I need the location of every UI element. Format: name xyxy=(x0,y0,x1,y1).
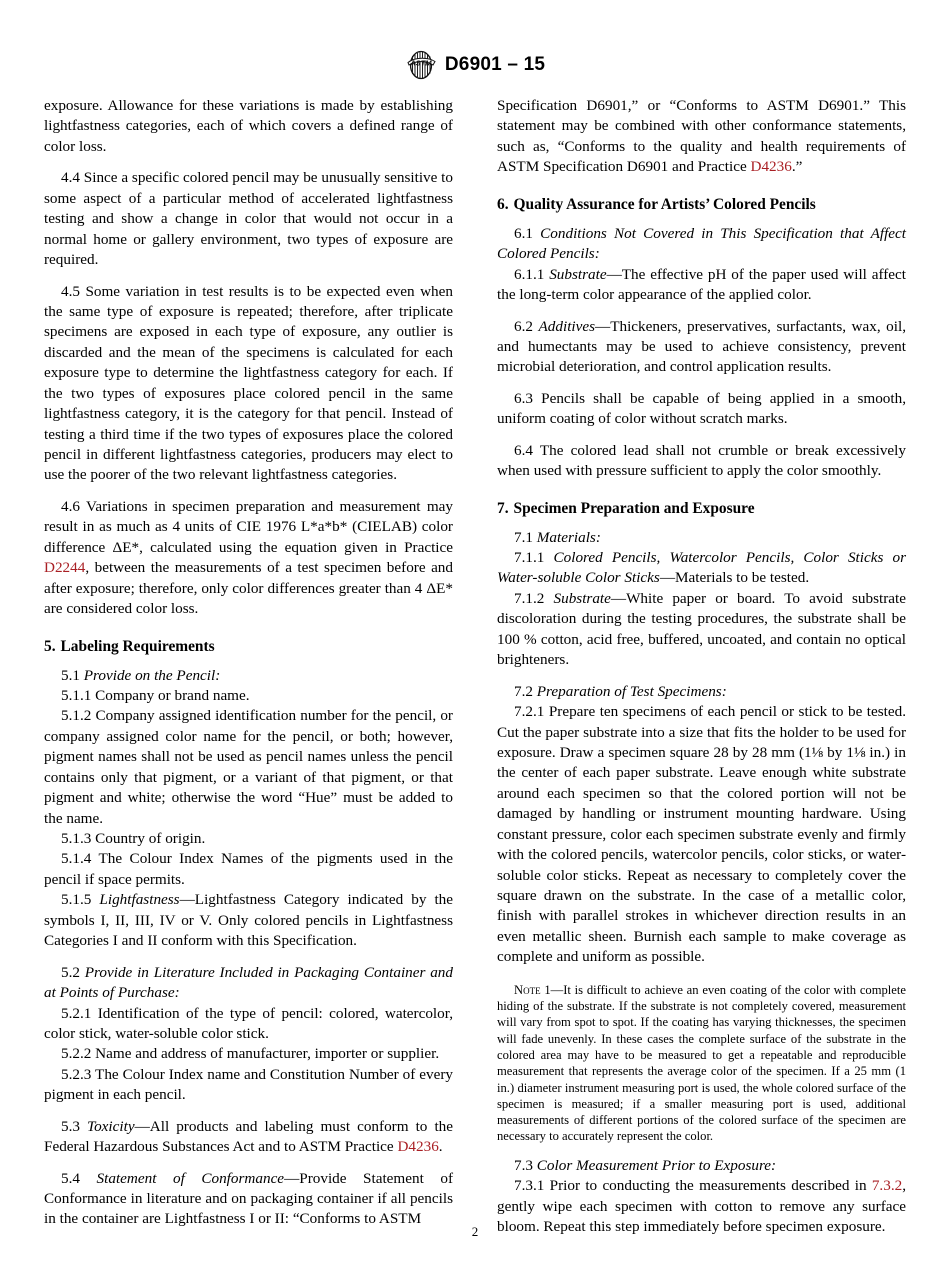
paragraph-6-1-number: 6.1 xyxy=(514,224,533,242)
svg-text:ASTM: ASTM xyxy=(410,58,432,68)
paragraph-6-3: 6.3 Pencils shall be capable of being applied in a smooth, uniform coating of color without scratch marks. xyxy=(497,389,906,428)
paragraph-6-1-title: Conditions Not Covered in This Specification that Affect Colored Pencils: xyxy=(497,224,906,263)
paragraph-4-4: 4.4 Since a specific colored pencil may be unusually sensitive to some aspect of a particular method of accelerated lightfastness testing and show a change in color that would not occur in a normal home or gallery environment, two types of exposure are required. xyxy=(44,169,453,269)
paragraph-5-1-number: 5.1 xyxy=(61,666,80,684)
paragraph-5-4-continued xyxy=(497,96,906,178)
paragraph-6-2-title: Additives xyxy=(538,317,596,335)
paragraph-6-4: 6.4 The colored lead shall not crumble or break excessively when used with pressure sufficient to apply the color smoothly. xyxy=(497,441,906,480)
paragraph-5-2-number: 5.2 xyxy=(61,963,80,981)
paragraph-5-4 xyxy=(44,1169,453,1230)
paragraph-4-5: 4.5 Some variation in test results is to be expected even when the same type of exposure is repeated; therefore, after triplicate specimens are exposed in each type of exposure, any outlier is discarded and the mean of the specimens is calculated for each exposure type to determine the lightfastness category for each. If the two types of exposures place colored pencil in the same lightfastness category, it is the category for that pencil. Instead of testing a third time if the two types of exposures place the colored pencil in different lightfastness categories, producers may elect to use the poorer of the two relevant lightfastness categories. xyxy=(44,282,453,484)
paragraph-7-1-1-body: —Materials to be tested. xyxy=(659,569,810,587)
standard-designation: D6901 – 15 xyxy=(444,54,546,75)
note-1-body: —It is difficult to achieve an even coating of the color with complete hiding of the substrate. If the substrate is not completely covered, measurement will vary from spot to spot. If the coating has varying thicknesses, the specimen will fade unevenly. In these cases the complete surface of the substrate in the colored area may have to be measured to get a repeatable and reproducible measurement that represents the average color of the specimen. If a 25 mm (1 in.) diameter instrument measuring port is used, the whole colored surface of the specimen is measured; if a smaller measuring port is used, additional measurements of different portions of the colored surface of the specimen are necessary to accurately represent the color. xyxy=(497,982,906,1144)
paragraph-7-1-2-body: —White paper or board. To avoid substrate discoloration during the testing procedures, the substrate shall be 100 % cotton, acid free, buffered, uncoated, and contain no optical brighteners. xyxy=(497,589,906,669)
paragraph-7-1-title: Materials: xyxy=(536,528,601,546)
paragraph-7-3-1-text-a: 7.3.1 Prior to conducting the measurements described in xyxy=(514,1177,872,1195)
note-1 xyxy=(497,982,906,1145)
section-6-number: 6. xyxy=(497,195,509,213)
paragraph-5-1-3: 5.1.3 Country of origin. xyxy=(61,830,206,848)
section-6-title: Quality Assurance for Artists’ Colored Pencils xyxy=(513,195,816,213)
paragraph-5-1 xyxy=(44,666,453,686)
right-column xyxy=(497,96,906,1238)
paragraph-4-6-text-b: , between the measurements of a test specimen before and after exposure; therefore, only color differences greater than 4 ΔE* are considered color loss. xyxy=(44,559,453,618)
paragraph-4-6-text-a: 4.6 Variations in specimen preparation and measurement may result in as much as 4 units of CIE 1976 L*a*b* (CIELAB) color difference ΔE*, calculated using the equation given in Practice xyxy=(44,497,453,556)
paragraph-6-1-1-number: 6.1.1 xyxy=(514,265,545,283)
paragraph-4-3-continued: exposure. Allowance for these variations is made by establishing lightfastness categories, each of which covers a defined range of color loss. xyxy=(44,97,453,155)
paragraph-6-1 xyxy=(497,224,906,265)
paragraph-6-1-1 xyxy=(497,265,906,306)
page-number: 2 xyxy=(471,1224,479,1239)
astm-logo-icon xyxy=(405,49,437,81)
body-columns xyxy=(44,96,906,1238)
paragraph-5-2 xyxy=(44,963,453,1004)
paragraph-7-2-1: 7.2.1 Prepare ten specimens of each pencil or stick to be tested. Cut the paper substrate into a size that fits the holder to be used for exposure. Draw a specimen square 28 by 28 mm (1⅛ by 1⅛ in.) in the center of each paper substrate. Leave enough white substrate around each specimen so that the colored portion will not be damaged by handling or instrument mounting hardware. Using constant pressure, color each specimen substrate evenly and firmly with the colored pencils, watercolor pencils, color sticks, or water-soluble color sticks. Repeat as necessary to completely cover the square drawn on the substrate. In the case of a metallic color, finish with parallel strokes in whichever direction results in an even metallic sheen. Burnish each sample to make coverage as complete and uniform as possible. xyxy=(497,703,906,966)
paragraph-7-2-number: 7.2 xyxy=(514,682,533,700)
section-heading-5 xyxy=(44,637,453,657)
paragraph-6-1-1-title: Substrate xyxy=(549,265,607,283)
paragraph-7-3 xyxy=(497,1156,906,1176)
paragraph-5-4-body: —Provide Statement of Conformance in literature and on packaging container if all pencils in the container are Lightfastness I or II: “Conforms to ASTM xyxy=(44,1169,454,1228)
paragraph-5-2-1: 5.2.1 Identification of the type of pencil: colored, watercolor, color stick, water-soluble color stick. xyxy=(44,1004,453,1042)
section-5-number: 5. xyxy=(44,637,56,655)
paragraph-7-3-title: Color Measurement Prior to Exposure: xyxy=(536,1156,777,1174)
paragraph-5-1-2: 5.1.2 Company assigned identification number for the pencil, or company assigned color name for the pencil, or both; however, pigment names shall not be used as pencil names unless the pencil contains only that pigment, or a variant of that pigment, or that pigment and white; otherwise the word “Hue” must be added to the name. xyxy=(44,707,453,827)
paragraph-7-1-1-number: 7.1.1 xyxy=(514,549,545,567)
paragraph-5-1-4: 5.1.4 The Colour Index Names of the pigments used in the pencil if space permits. xyxy=(44,850,453,888)
paragraph-7-2-title: Preparation of Test Specimens: xyxy=(536,682,727,700)
paragraph-6-2 xyxy=(497,317,906,378)
reference-link-d4236-right[interactable]: D4236 xyxy=(750,158,792,176)
paragraph-5-1-title: Provide on the Pencil: xyxy=(83,666,221,684)
paragraph-5-3-body-a: —All products and labeling must conform to the Federal Hazardous Substances Act and to ASTM Practice xyxy=(44,1117,453,1156)
paragraph-7-1-number: 7.1 xyxy=(514,528,533,546)
section-7-number: 7. xyxy=(497,499,509,517)
paragraph-5-1-5-body: —Lightfastness Category indicated by the symbols I, II, III, IV or V. Only colored pencils in Lightfastness Categories I and II conform with this Specification. xyxy=(44,891,454,950)
paragraph-5-4-title: Statement of Conformance xyxy=(96,1169,285,1187)
section-5-title: Labeling Requirements xyxy=(60,637,215,655)
paragraph-4-6 xyxy=(44,497,453,620)
paragraph-7-1-1-title: Colored Pencils, Watercolor Pencils, Color Sticks or Water-soluble Color Sticks xyxy=(497,549,907,587)
paragraph-5-1-5 xyxy=(44,890,453,951)
paragraph-7-1 xyxy=(497,528,906,548)
section-heading-7 xyxy=(497,499,906,519)
paragraph-6-2-body: —Thickeners, preservatives, surfactants, wax, oil, and humectants may be used to achieve consistency, prevent microbial deterioration, and control application results. xyxy=(497,317,907,376)
paragraph-5-3-title: Toxicity xyxy=(87,1117,135,1135)
paragraph-7-3-number: 7.3 xyxy=(514,1156,533,1174)
paragraph-5-4-number: 5.4 xyxy=(61,1169,80,1187)
paragraph-5-2-title: Provide in Literature Included in Packaging Container and at Points of Purchase: xyxy=(44,963,453,1002)
paragraph-5-2-3: 5.2.3 The Colour Index name and Constitution Number of every pigment in each pencil. xyxy=(44,1065,453,1104)
reference-link-7-3-2[interactable]: 7.3.2 xyxy=(871,1177,903,1195)
paragraph-5-3 xyxy=(44,1117,453,1158)
section-7-title: Specimen Preparation and Exposure xyxy=(513,499,755,517)
left-column xyxy=(44,96,453,1238)
paragraph-5-4-cont-text-b: .” xyxy=(791,158,803,176)
paragraph-5-1-5-number: 5.1.5 xyxy=(61,891,92,909)
paragraph-6-1-1-body: —The effective pH of the paper used will affect the long-term color appearance of the applied color. xyxy=(497,265,907,304)
reference-link-d4236[interactable]: D4236 xyxy=(397,1138,439,1156)
reference-link-d2244[interactable]: D2244 xyxy=(44,559,86,577)
paragraph-7-1-2-number: 7.1.2 xyxy=(514,589,545,607)
paragraph-5-2-2: 5.2.2 Name and address of manufacturer, importer or supplier. xyxy=(61,1045,440,1063)
section-heading-6 xyxy=(497,195,906,215)
paragraph-7-1-2-title: Substrate xyxy=(553,589,611,607)
paragraph-5-3-number: 5.3 xyxy=(61,1117,80,1135)
paragraph-5-1-1: 5.1.1 Company or brand name. xyxy=(61,686,250,704)
paragraph-6-2-number: 6.2 xyxy=(514,317,533,335)
paragraph-7-2 xyxy=(497,682,906,702)
paragraph-5-4-cont-text-a: Specification D6901,” or “Conforms to ASTM D6901.” This statement may be combined with other conformance statements, such as, “Conforms to the quality and health requirements of ASTM Specification D6901 and Practice xyxy=(497,97,906,176)
page-header xyxy=(0,48,950,82)
paragraph-5-3-body-b: . xyxy=(438,1138,443,1156)
paragraph-7-1-1 xyxy=(497,548,906,589)
paragraph-7-1-2 xyxy=(497,589,906,671)
note-1-label: Note 1 xyxy=(514,982,551,997)
paragraph-7-3-1-text-b: , gently wipe each specimen with cotton to remove any surface bloom. Repeat this step immediately before specimen exposure. xyxy=(497,1177,906,1236)
paragraph-5-1-5-title: Lightfastness xyxy=(99,891,180,909)
